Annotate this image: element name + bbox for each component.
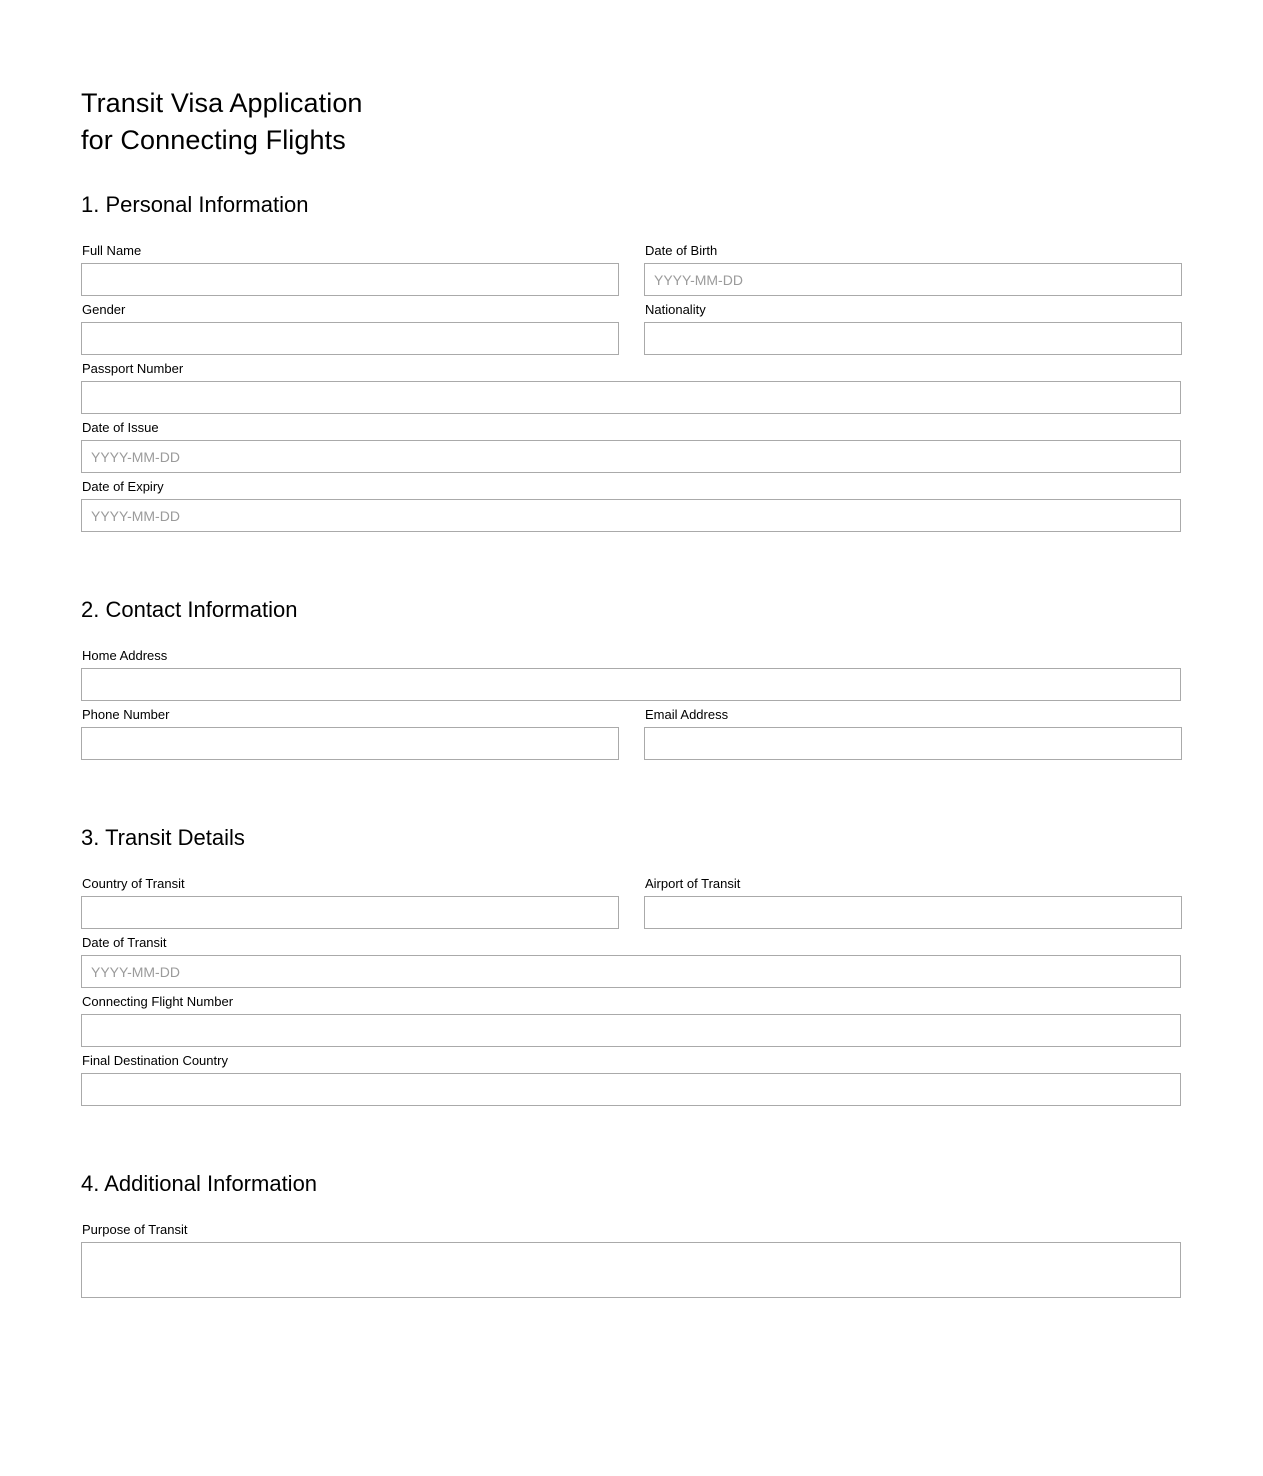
label-email-address: Email Address [645, 707, 729, 722]
fields-contact-information [81, 647, 1181, 760]
page-title-line-2: for Connecting Flights [81, 125, 346, 155]
fields-transit-details [81, 875, 1181, 1106]
field-phone-number [81, 706, 619, 760]
field-email-address [644, 706, 1182, 760]
section-heading-additional-information: 4. Additional Information [81, 1171, 318, 1196]
input-email-address[interactable] [644, 727, 1182, 760]
field-country-of-transit [81, 875, 619, 929]
input-date-of-transit[interactable] [81, 955, 1181, 988]
field-row-country-airport [81, 875, 1181, 929]
field-home-address [81, 647, 1181, 701]
section-heading-transit-details: 3. Transit Details [81, 825, 245, 850]
label-date-of-transit: Date of Transit [82, 935, 167, 950]
label-gender: Gender [82, 302, 126, 317]
input-airport-of-transit[interactable] [644, 896, 1182, 929]
label-full-name: Full Name [82, 243, 142, 258]
label-date-of-expiry: Date of Expiry [82, 479, 164, 494]
section-heading-personal-information: 1. Personal Information [81, 192, 309, 217]
label-home-address: Home Address [82, 648, 168, 663]
label-country-of-transit: Country of Transit [82, 876, 185, 891]
label-nationality: Nationality [645, 302, 706, 317]
input-nationality[interactable] [644, 322, 1182, 355]
field-row-gender-nationality [81, 301, 1181, 355]
input-date-of-issue[interactable] [81, 440, 1181, 473]
label-final-destination-country: Final Destination Country [82, 1053, 228, 1068]
fields-personal-information [81, 242, 1181, 532]
input-purpose-of-transit[interactable] [81, 1242, 1181, 1298]
input-phone-number[interactable] [81, 727, 619, 760]
section-additional-information [81, 1171, 1181, 1298]
field-date-of-expiry [81, 478, 1181, 532]
input-date-of-birth[interactable] [644, 263, 1182, 296]
section-heading-contact-information: 2. Contact Information [81, 597, 298, 622]
field-airport-of-transit [644, 875, 1182, 929]
field-final-destination-country [81, 1052, 1181, 1106]
field-row-phone-email [81, 706, 1181, 760]
field-purpose-of-transit [81, 1221, 1181, 1298]
section-contact-information [81, 597, 1181, 760]
label-date-of-issue: Date of Issue [82, 420, 159, 435]
label-passport-number: Passport Number [82, 361, 184, 376]
field-row-name-dob [81, 242, 1181, 296]
input-gender[interactable] [81, 322, 619, 355]
field-connecting-flight-number [81, 993, 1181, 1047]
page-title-line-1: Transit Visa Application [81, 88, 363, 118]
field-date-of-birth [644, 242, 1182, 296]
input-connecting-flight-number[interactable] [81, 1014, 1181, 1047]
field-date-of-issue [81, 419, 1181, 473]
input-home-address[interactable] [81, 668, 1181, 701]
field-nationality [644, 301, 1182, 355]
input-date-of-expiry[interactable] [81, 499, 1181, 532]
field-gender [81, 301, 619, 355]
section-personal-information [81, 192, 1181, 532]
field-date-of-transit [81, 934, 1181, 988]
field-full-name [81, 242, 619, 296]
label-purpose-of-transit: Purpose of Transit [82, 1222, 188, 1237]
input-country-of-transit[interactable] [81, 896, 619, 929]
label-date-of-birth: Date of Birth [645, 243, 718, 258]
fields-additional-information [81, 1221, 1181, 1298]
field-passport-number [81, 360, 1181, 414]
section-transit-details [81, 825, 1181, 1106]
input-passport-number[interactable] [81, 381, 1181, 414]
label-connecting-flight-number: Connecting Flight Number [82, 994, 234, 1009]
page-title [81, 85, 1181, 159]
input-full-name[interactable] [81, 263, 619, 296]
label-phone-number: Phone Number [82, 707, 170, 722]
label-airport-of-transit: Airport of Transit [645, 876, 741, 891]
input-final-destination-country[interactable] [81, 1073, 1181, 1106]
